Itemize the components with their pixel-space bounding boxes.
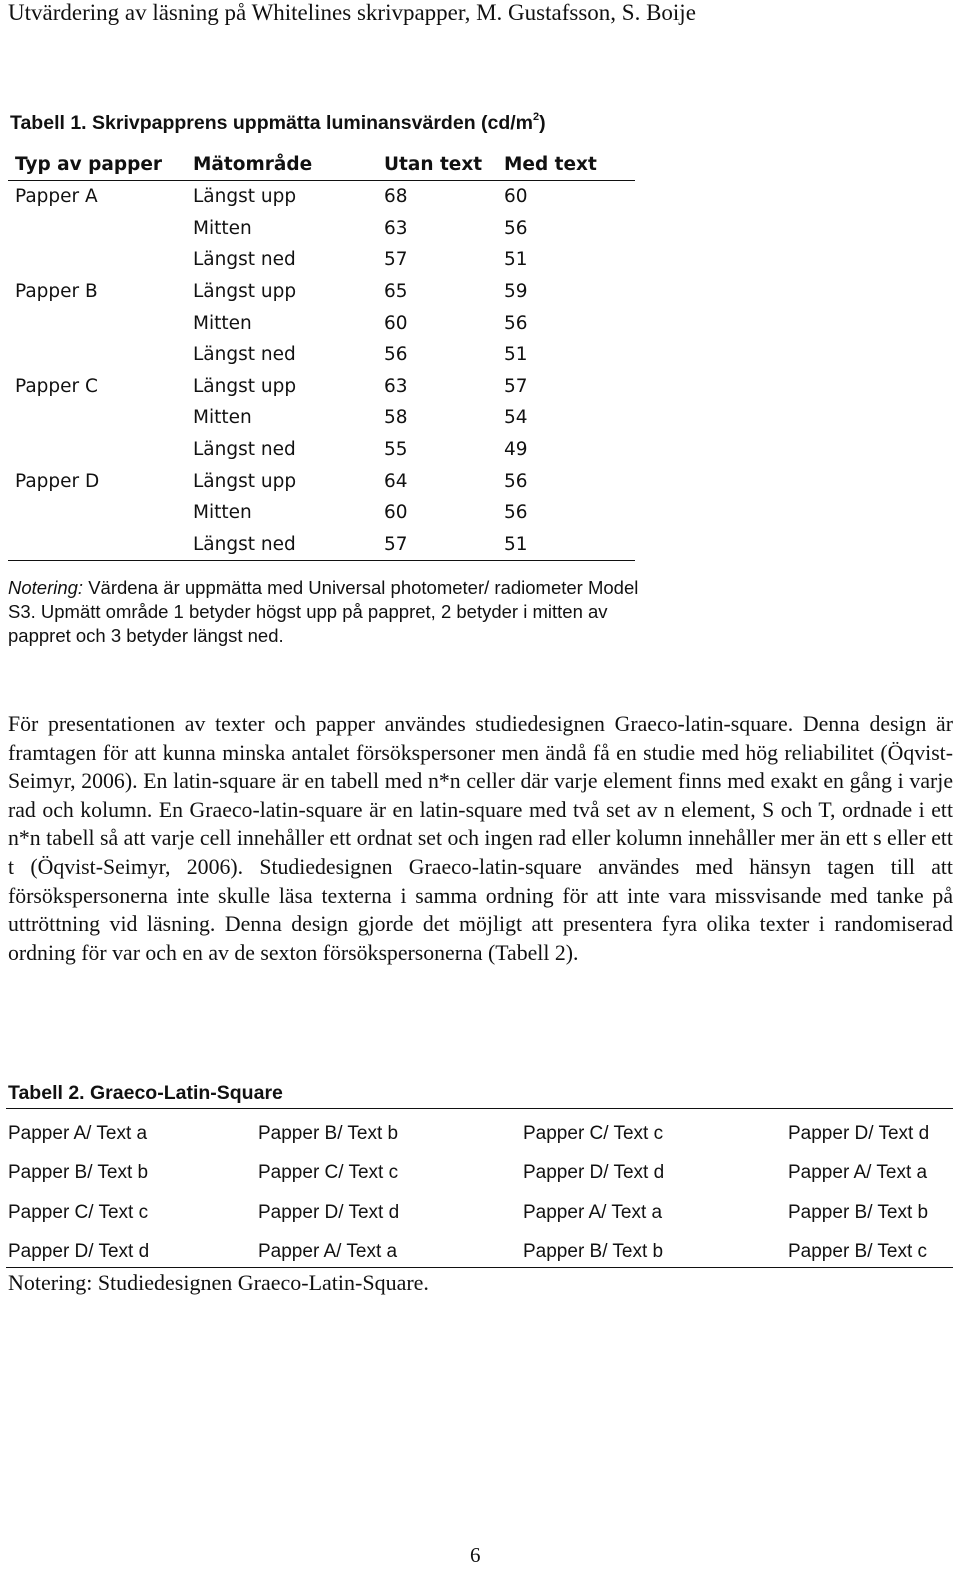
table1-cell: 51 [504,344,528,366]
table1-cell [8,497,193,529]
table2-cell: Papper A/ Text a [788,1162,928,1183]
table2-cell: Papper A/ Text a [256,1228,521,1268]
table1-cell [8,434,193,466]
body-paragraph: För presentationen av texter och papper användes studiedesignen Graeco-latin-square. Denna design är framtagen för att kunna minska antalet försökspersoner men ändå få en studie med hög reliabilitet (Öqvist-Seimyr, 2006). En latin-square är en tabell med n*n celler där varje element finns med exakt en gång i varje rad och kolumn. En Graeco-latin-square är en latin-square med två set av n element, S och T, ordnade i ett n*n tabell så att varje cell innehåller ett ordnat set och ingen rad eller kolumn innehåller mer än ett s eller ett t (Öqvist-Seimyr, 2006). Studiedesignen Graeco-latin-square användes med hänsyn tagen till att försökspersonerna inte skulle läsa texterna i samma ordning för att inte vara missvisande med tanke på uttröttning vid läsning. Denna design gjorde det möjligt att presentera fyra olika texter i randomiserad ordning för var och en av de sexton försökspersonerna (Tabell 2). [8,712,953,965]
table2-cell: Papper D/ Text d [6,1228,256,1268]
table1-row [8,402,635,434]
table2-row [6,1228,953,1268]
table1-cell: 60 [384,312,408,334]
table1-note [8,576,668,648]
table1-cell: 57 [384,249,408,271]
table1-cell: Längst upp [193,375,297,397]
table1-cell: 49 [504,439,528,461]
table1-row [8,529,635,561]
table1-cell: Mitten [193,217,252,239]
table1-cell: Längst ned [193,344,296,366]
table1-row [8,181,635,213]
table2-cell: Papper A/ Text a [6,1109,256,1149]
table1-caption-superscript: 2 [533,111,540,123]
table1-cell [8,307,193,339]
table1-cell: 56 [504,312,528,334]
table1-header-cell: Typ av papper [8,148,193,181]
table2-cell: Papper A/ Text a [523,1201,663,1223]
table1-header-cell: Mätområde [193,148,379,181]
table1-cell [8,529,193,561]
table2-cell: Papper D/ Text d [258,1201,400,1223]
table1-cell: 57 [379,529,504,561]
table1-caption-end: ) [539,112,546,134]
table2-cell: Papper B/ Text b [8,1162,149,1183]
table1-cell [8,402,193,434]
table1-row [8,213,635,245]
table2-note: Notering: Studiedesignen Graeco-Latin-Square. [8,1270,429,1295]
table1-cell: Längst ned [193,529,379,561]
table1-cell: Papper D [15,470,100,492]
table1-body [8,181,635,561]
table1-row [8,371,635,403]
table1-cell: Papper A [15,186,98,208]
table1-cell: Längst ned [193,249,296,271]
table1-cell: 55 [384,439,408,461]
table1-header-cell: Utan text [379,148,504,181]
table1-cell: 56 [504,502,528,524]
table1-cell: 51 [504,529,635,561]
table1-cell: 60 [384,502,408,524]
table1-note-text: Värdena är uppmätta med Universal photometer/ radiometer Model S3. Upmätt område 1 betyder högst upp på pappret, 2 betyder i mitten av pappret och 3 betyder längst ned. [8,577,639,646]
table1-cell [8,339,193,371]
table1-row [8,434,635,466]
table2-row [6,1149,953,1189]
table2-body [6,1109,953,1268]
table1-cell: 65 [384,281,408,303]
graeco-latin-square-table [6,1108,953,1268]
table2-cell: Papper C/ Text c [258,1162,399,1183]
table1-cell: 64 [384,470,408,492]
table1-caption-text: Tabell 1. Skrivpapprens uppmätta luminansvärden (cd/m [10,112,534,134]
table2-cell: Papper C/ Text c [521,1109,786,1149]
table2-cell: Papper D/ Text d [523,1162,665,1183]
table1-cell: Längst upp [193,470,297,492]
table1-cell: 57 [504,375,528,397]
table1-cell: 54 [504,407,528,429]
table1-caption [10,111,546,135]
table1-row [8,465,635,497]
table1-cell: Längst upp [193,281,297,303]
table1-cell: 68 [384,186,408,208]
table2-cell: Papper B/ Text b [788,1201,929,1223]
table1-cell: Papper C [15,375,98,397]
table1-header-row [8,148,635,181]
table1-cell: 56 [504,217,528,239]
table1-cell: Mitten [193,312,252,334]
table1-note-label: Notering: [8,577,84,598]
table1-cell [8,213,193,245]
table1-header-cell: Med text [504,148,635,181]
table1-cell: Mitten [193,407,252,429]
table2-row [6,1188,953,1228]
table1-cell: 56 [384,344,408,366]
table2-caption: Tabell 2. Graeco-Latin-Square [8,1082,283,1104]
table1-cell: Längst upp [193,186,297,208]
table1-row [8,276,635,308]
running-header: Utvärdering av läsning på Whitelines skrivpapper, M. Gustafsson, S. Boije [8,0,696,25]
table2-cell: Papper C/ Text c [8,1201,149,1223]
table1-cell: Mitten [193,502,252,524]
table1-cell: 63 [384,375,408,397]
luminance-table [8,148,635,561]
table1-cell: Papper B [15,281,98,303]
table1-cell: 58 [384,407,408,429]
table2-cell: Papper B/ Text b [521,1228,786,1268]
table1-cell [8,244,193,276]
table1-cell: Längst ned [193,439,296,461]
table1-cell: 56 [504,470,528,492]
table2-row [6,1109,953,1149]
table1-row [8,497,635,529]
table1-cell: 63 [384,217,408,239]
table2-cell: Papper B/ Text c [786,1228,953,1268]
table1-cell: 51 [504,249,528,271]
table1-row [8,307,635,339]
table1-row [8,339,635,371]
table1-cell: 59 [504,281,528,303]
page-number: 6 [470,1543,481,1567]
table1-cell: 60 [504,186,528,208]
table2-cell: Papper D/ Text d [786,1109,953,1149]
table1-row [8,244,635,276]
table2-cell: Papper B/ Text b [256,1109,521,1149]
